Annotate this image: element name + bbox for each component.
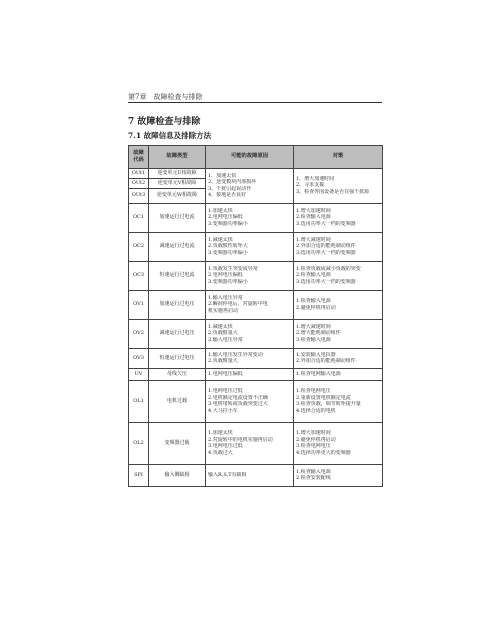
fault-code: OUt2 [129,178,149,188]
cause-line: 2.电网电压偏低 [208,272,243,279]
fault-causes [206,261,294,290]
table-row [129,261,383,290]
column-header-code: 故障代码 [129,146,149,169]
action-line: 4.选择功率更大的变频器 [296,449,351,456]
fault-code: OL2 [129,422,149,464]
fault-type: 逆变单元U相故障 [149,168,206,178]
header-rule [128,102,382,103]
fault-type: 恒速运行过电压 [149,348,206,368]
fault-actions [294,319,383,348]
cause-line: 1.电网电压偏低 [208,370,243,377]
fault-type: 母线欠压 [149,368,206,380]
action-line: 2.检查安装配线 [296,475,331,482]
page-header: 第7章 故障检查与排除 [128,93,203,101]
cause-line: 4.负载过大 [208,449,233,456]
action-line: 2.外加合适的能耗制动组件 [296,243,356,250]
table-row [129,168,383,178]
fault-type: 减速运行过电流 [149,232,206,261]
cause-line: 3.变频器功率偏小 [208,278,248,285]
action-line: 1.检查负载或减小负载的突变 [296,265,361,272]
action-line: 1.增大加速时间 [296,207,331,214]
fault-code: OV1 [129,290,149,319]
fault-actions [294,422,383,464]
cause-line: 1.输入电压发生异常变动 [208,351,263,358]
fault-actions [294,380,383,422]
fault-code: OUt1 [129,168,149,178]
column-header-action: 对策 [294,146,383,169]
fault-code: SPI [129,464,149,486]
fault-type: 电机过载 [149,380,206,422]
action-line: 1.检查输入电源 [296,468,331,475]
fault-causes [206,368,294,380]
cause-line: 1.负载发生突变或异常 [208,265,258,272]
fault-causes [206,380,294,422]
fault-causes [206,290,294,319]
action-line: 3.选用功率大一档的变频器 [296,278,356,285]
cause-line: 3.变频器功率偏小 [208,249,248,256]
fault-causes [206,348,294,368]
action-line: 1.检查输入电源 [296,298,331,305]
cause-line: 1.电网电压过低 [208,388,243,395]
table-header-row [129,146,383,169]
section-title: 7 故障检查与排除 [128,117,201,127]
cause-line: 输入R,S,T有缺相 [208,471,247,478]
cause-line: 3.电机堵转或负载突变过大 [208,401,268,408]
cause-line: 1.输入电压异常 [208,294,243,301]
fault-type: 加速运行过电流 [149,203,206,232]
fault-code: OV3 [129,348,149,368]
fault-actions [294,290,383,319]
action-line: 2.避免停机再启动 [296,436,336,443]
cause-line: 2、逆变模块内部损坏 [208,179,257,186]
fault-actions [294,464,383,486]
fault-actions [294,368,383,380]
action-line: 2.检查输入电源 [296,272,331,279]
action-line: 1.检查电网电压 [296,388,331,395]
cause-line: 2.电网电压偏低 [208,214,243,221]
cause-line: 3、干扰引起误动作 [208,185,252,192]
action-line: 3.检查负载，调节转矩提升量 [296,401,361,408]
column-header-cause: 可能的故障原因 [206,146,294,169]
cause-line: 2.瞬间停电后，对旋转中电 [208,301,268,308]
cause-line: 1.减速太快 [208,323,233,330]
action-line: 2.重新设置电机额定电流 [296,394,351,401]
fault-table [128,145,383,487]
fault-code: OUt3 [129,188,149,203]
fault-code: OC3 [129,261,149,290]
cause-line: 2.对旋转中的电机实施再启动 [208,436,273,443]
cause-line: 1.加速太快 [208,207,233,214]
table-row [129,368,383,380]
fault-causes [206,422,294,464]
action-line: 2、寻求支援 [296,182,325,189]
cause-line: 1.减速太快 [208,236,233,243]
table-row [129,380,383,422]
action-line: 2.避免停机再启动 [296,304,336,311]
action-line: 1.安装输入电抗器 [296,351,336,358]
fault-causes [206,203,294,232]
cause-line: 机实施再启动 [208,307,239,314]
fault-actions [294,232,383,261]
fault-causes [206,232,294,261]
cause-line: 1、加速太快 [208,172,237,179]
fault-type: 加速运行过电压 [149,290,206,319]
fault-actions [294,261,383,290]
fault-type: 恒速运行过电流 [149,261,206,290]
action-line: 2.增大能耗制动组件 [296,330,341,337]
cause-line: 3.变频器功率偏小 [208,220,248,227]
action-line: 1.检查电网输入电源 [296,370,341,377]
action-line: 1、增大加速时间 [296,175,335,182]
fault-type: 逆变单元V相故障 [149,178,206,188]
fault-type: 输入侧缺相 [149,464,206,486]
action-line: 1.增大减速时间 [296,323,331,330]
table-row [129,348,383,368]
table-row [129,290,383,319]
column-header-type: 故障类型 [149,146,206,169]
fault-causes [206,168,294,203]
action-line: 3.选用功率大一档的变频器 [296,220,356,227]
fault-causes [206,319,294,348]
fault-code: OV2 [129,319,149,348]
action-line: 1.增大加速时间 [296,430,331,437]
action-line: 3、检查外围设备是否有强干扰源 [296,188,370,195]
action-line: 2.检查输入电源 [296,214,331,221]
cause-line: 2.负载惯量大 [208,358,238,365]
fault-code: UV [129,368,149,380]
table-row [129,464,383,486]
fault-type: 逆变单元W相故障 [149,188,206,203]
cause-line: 2.负载惯性转矩大 [208,243,248,250]
table-row [129,319,383,348]
action-line: 4.选择合适的电机 [296,407,336,414]
action-line: 2.外加合适的能耗制动组件 [296,358,356,365]
table-row [129,232,383,261]
fault-code: OC2 [129,232,149,261]
fault-actions [294,203,383,232]
cause-line: 3.输入电压异常 [208,336,243,343]
cause-line: 4.大马拉小车 [208,407,238,414]
fault-actions [294,348,383,368]
fault-type: 减速运行过电压 [149,319,206,348]
fault-code: OC1 [129,203,149,232]
fault-code: OL1 [129,380,149,422]
cause-line: 2.负载惯量大 [208,330,238,337]
action-line: 1.增大减速时间 [296,236,331,243]
action-line: 3.选用功率大一档的变频器 [296,249,356,256]
action-line: 3.检查电网电压 [296,443,331,450]
subsection-title: 7.1 故障信息及排除方法 [128,131,212,140]
cause-line: 4、接地是否良好 [208,192,247,199]
table-row [129,422,383,464]
fault-causes [206,464,294,486]
fault-actions [294,168,383,203]
table-row [129,203,383,232]
cause-line: 1.加速太快 [208,430,233,437]
cause-line: 2.电机额定电流设置不正确 [208,394,268,401]
cause-line: 3.电网电压过低 [208,443,243,450]
action-line: 3.检查输入电源 [296,336,331,343]
fault-type: 变频器过载 [149,422,206,464]
